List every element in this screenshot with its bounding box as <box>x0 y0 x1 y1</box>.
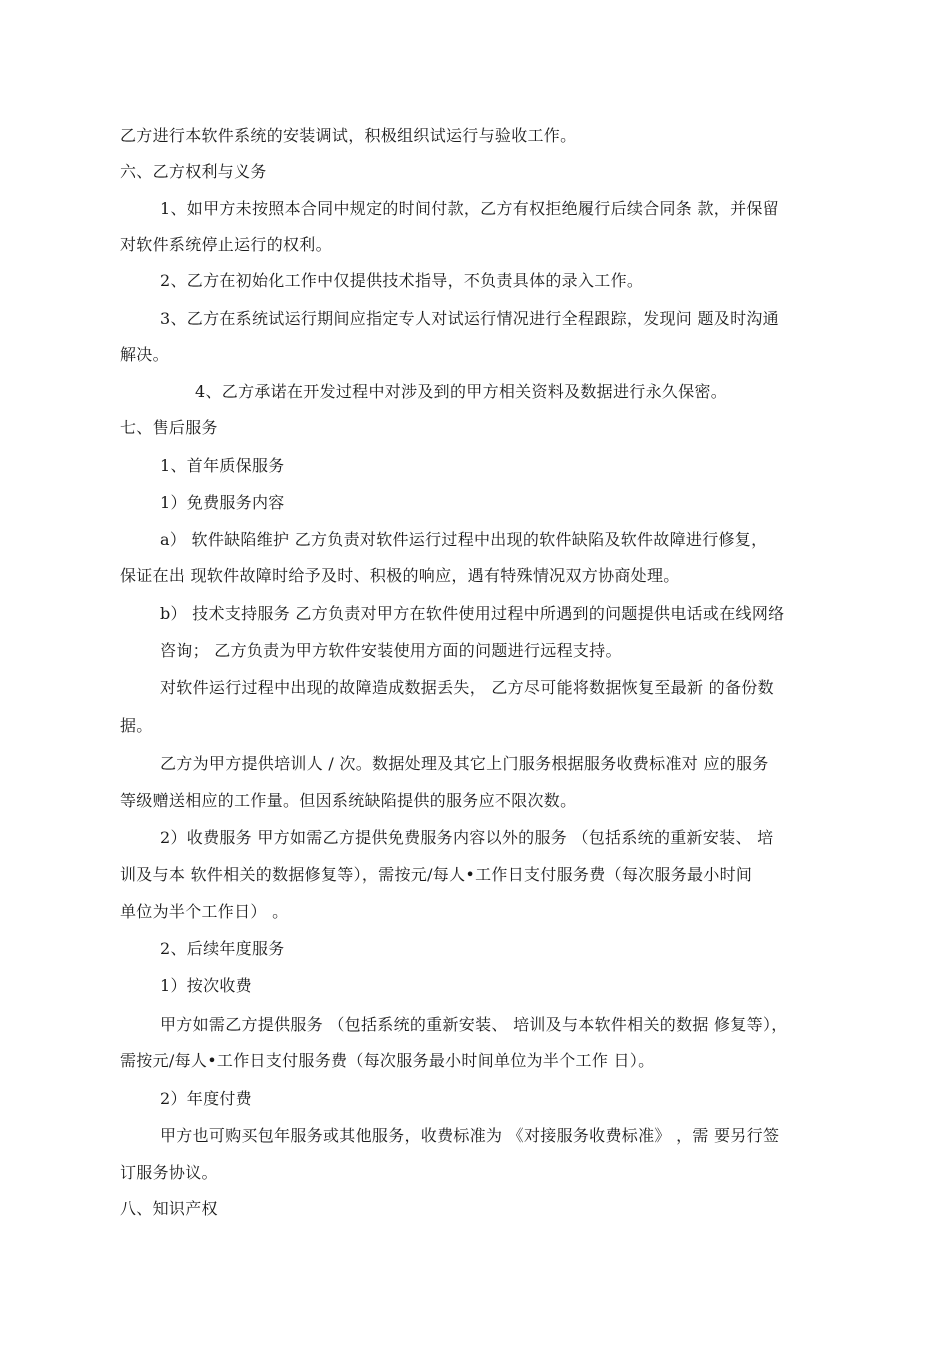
text-line: 单位为半个工作日） 。 <box>120 902 289 921</box>
text-line: 咨询； 乙方负责为甲方软件安装使用方面的问题进行远程支持。 <box>160 641 622 660</box>
section-heading: 七、售后服务 <box>120 418 218 437</box>
text-line: 订服务协议。 <box>120 1163 218 1182</box>
text-line: a） 软件缺陷维护 乙方负责对软件运行过程中出现的软件缺陷及软件故障进行修复， <box>160 530 768 549</box>
subsection-heading: 2、后续年度服务 <box>160 939 285 958</box>
text-line: 需按元/每人•工作日支付服务费（每次服务最小时间单位为半个工作 日）。 <box>120 1051 655 1070</box>
text-line: 训及与本 软件相关的数据修复等），需按元/每人•工作日支付服务费（每次服务最小时间 <box>120 865 753 884</box>
text-line: 1）按次收费 <box>160 976 252 995</box>
text-line: 4、乙方承诺在开发过程中对涉及到的甲方相关资料及数据进行永久保密。 <box>195 382 728 401</box>
text-line: 乙方进行本软件系统的安装调试，积极组织试运行与验收工作。 <box>120 126 577 145</box>
text-line: 解决。 <box>120 345 169 364</box>
text-line: 对软件系统停止运行的权利。 <box>120 235 332 254</box>
text-line: 2）年度付费 <box>160 1089 252 1108</box>
text-line: 2、乙方在初始化工作中仅提供技术指导，不负责具体的录入工作。 <box>160 271 644 290</box>
text-line: 对软件运行过程中出现的故障造成数据丢失， 乙方尽可能将数据恢复至最新 的备份数 <box>160 678 774 697</box>
text-line: b） 技术支持服务 乙方负责对甲方在软件使用过程中所遇到的问题提供电话或在线网络 <box>160 604 785 623</box>
text-line: 甲方如需乙方提供服务 （包括系统的重新安装、 培训及与本软件相关的数据 修复等）， <box>160 1015 788 1034</box>
text-line: 1）免费服务内容 <box>160 493 285 512</box>
text-line: 1、如甲方未按照本合同中规定的时间付款，乙方有权拒绝履行后续合同条 款，并保留 <box>160 199 779 218</box>
text-line: 乙方为甲方提供培训人 / 次。数据处理及其它上门服务根据服务收费标准对 应的服务 <box>160 754 769 773</box>
section-heading: 六、乙方权利与义务 <box>120 162 267 181</box>
section-heading: 八、知识产权 <box>120 1199 218 1218</box>
text-line: 保证在出 现软件故障时给予及时、积极的响应，遇有特殊情况双方协商处理。 <box>120 566 680 585</box>
subsection-heading: 1、首年质保服务 <box>160 456 285 475</box>
text-line: 2）收费服务 甲方如需乙方提供免费服务内容以外的服务 （包括系统的重新安装、 培 <box>160 828 774 847</box>
text-line: 甲方也可购买包年服务或其他服务，收费标准为 《对接服务收费标准》 ，需 要另行签 <box>160 1126 780 1145</box>
text-line: 据。 <box>120 716 153 735</box>
text-line: 等级赠送相应的工作量。但因系统缺陷提供的服务应不限次数。 <box>120 791 577 810</box>
text-line: 3、乙方在系统试运行期间应指定专人对试运行情况进行全程跟踪，发现问 题及时沟通 <box>160 309 779 328</box>
